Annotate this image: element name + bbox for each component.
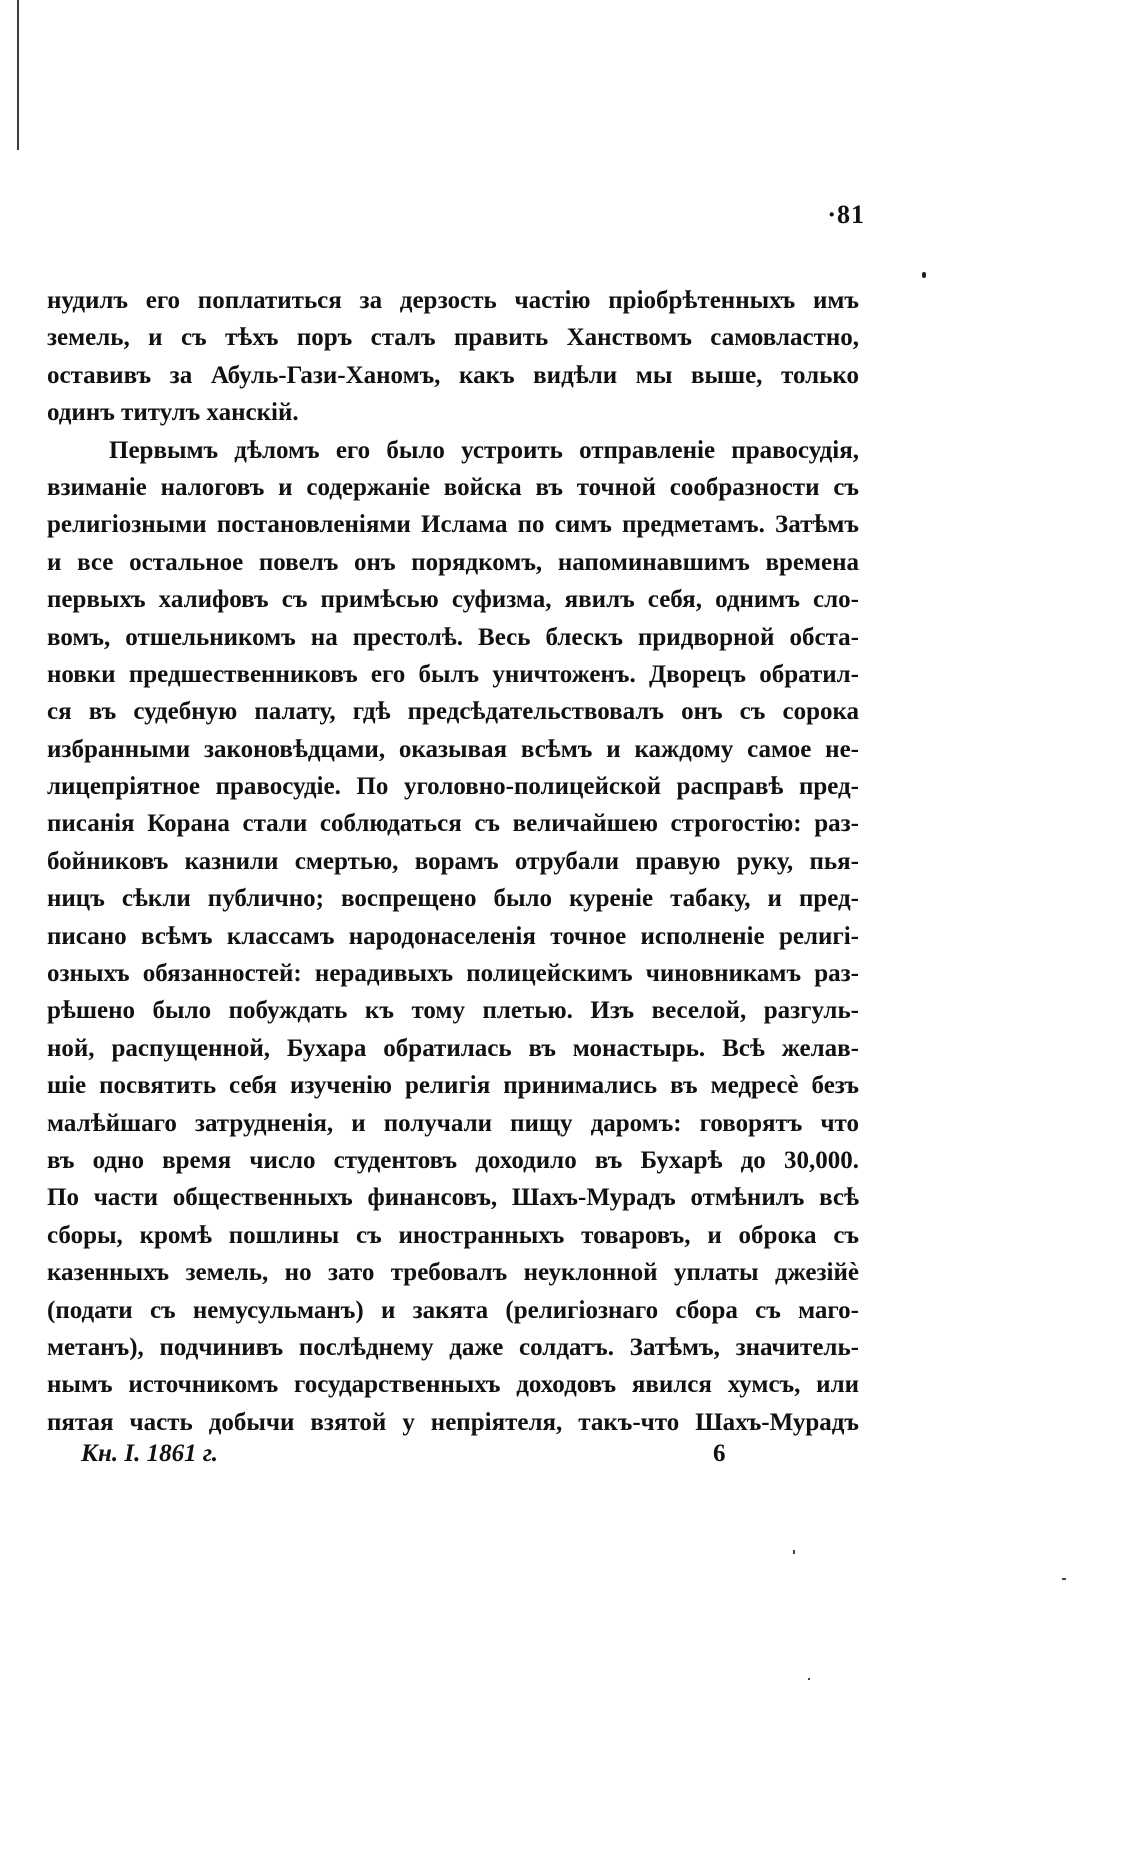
text-line: вомъ, отшельникомъ на престолѣ. Весь блескъ придворной обста-: [47, 623, 859, 651]
text-line: нудилъ его поплатиться за дерзость частію пріобрѣтенныхъ имъ: [47, 287, 859, 314]
text-line: первыхъ халифовъ съ примѣсью суфизма, явилъ себя, однимъ сло-: [47, 586, 859, 614]
text-line: и все остальное повелъ онъ порядкомъ, напоминавшимъ времена: [47, 548, 859, 576]
text-line: ся въ судебную палату, гдѣ предсѣдательствовалъ онъ съ сорока: [47, 698, 859, 726]
text-line: писано всѣмъ классамъ народонаселенія точное исполненіе религі-: [47, 922, 859, 950]
text-line: земель, и съ тѣхъ поръ сталъ править Ханствомъ самовластно,: [47, 324, 859, 352]
text-line: лицепріятное правосудіе. По уголовно-полицейской расправѣ пред-: [47, 773, 859, 801]
text-line: новки предшественниковъ его былъ уничтоженъ. Дворецъ обратил-: [47, 660, 859, 688]
text-line: пятая часть добычи взятой у непріятеля, такъ-что Шахъ-Мурадъ: [47, 1408, 859, 1436]
scan-speck: [793, 1550, 795, 1554]
body-text: [47, 282, 859, 1441]
text-line: нымъ источникомъ государственныхъ доходовъ явился хумсъ, или: [47, 1371, 859, 1399]
text-line: одинъ титулъ ханскій.: [47, 399, 299, 427]
signature-mark: Кн. I. 1861 г.: [81, 1440, 218, 1467]
text-line: метанъ), подчинивъ послѣднему даже солдатъ. Затѣмъ, значитель-: [47, 1333, 859, 1361]
text-line: Первымъ дѣломъ его было устроить отправленіе правосудія,: [109, 436, 859, 464]
text-line: (подати съ немусульманъ) и закята (религіознаго сбора съ маго-: [47, 1296, 859, 1324]
page-number: ·81: [827, 200, 865, 229]
sheet-number: 6: [713, 1440, 726, 1467]
text-line: оставивъ за Абуль-Гази-Ханомъ, какъ видѣли мы выше, только: [47, 361, 859, 389]
scan-speck: [1062, 1578, 1066, 1580]
text-line: казенныхъ земель, но зато требовалъ неуклонной уплаты джезійѐ: [47, 1259, 859, 1287]
text-line: бойниковъ казнили смертью, ворамъ отрубали правую руку, пья-: [47, 847, 859, 875]
scan-edge-line: [17, 0, 19, 150]
text-line: избранными законовѣдцами, оказывая всѣмъ и каждому самое не-: [47, 735, 859, 763]
text-line: сборы, кромѣ пошлины съ иностранныхъ товаровъ, и оброка съ: [47, 1221, 859, 1249]
text-line: По части общественныхъ финансовъ, Шахъ-Мурадъ отмѣнилъ всѣ: [47, 1184, 859, 1212]
text-line: религіозными постановленіями Ислама по симъ предметамъ. Затѣмъ: [47, 511, 859, 539]
text-line: ницъ сѣкли публично; воспрещено было куреніе табаку, и пред-: [47, 885, 859, 913]
text-line: малѣйшаго затрудненія, и получали пищу даромъ: говорятъ что: [47, 1109, 859, 1137]
text-line: писанія Корана стали соблюдаться съ величайшею строгостію: раз-: [47, 810, 859, 838]
text-line: озныхъ обязанностей: нерадивыхъ полицейскимъ чиновникамъ раз-: [47, 960, 859, 988]
text-line: взиманіе налоговъ и содержаніе войска въ точной сообразности съ: [47, 473, 859, 501]
text-line: шіе посвятить себя изученію религія принимались въ медресѐ безъ: [47, 1072, 859, 1100]
margin-ink-mark: [922, 272, 926, 278]
text-line: въ одно время число студентовъ доходило въ Бухарѣ до 30,000.: [47, 1146, 859, 1174]
text-line: рѣшено было побуждать къ тому плетью. Изъ веселой, разгуль-: [47, 997, 859, 1025]
scan-speck: [808, 1678, 810, 1680]
page-footer: [81, 1440, 781, 1480]
text-line: ной, распущенной, Бухара обратилась въ монастырь. Всѣ желав-: [47, 1034, 859, 1062]
